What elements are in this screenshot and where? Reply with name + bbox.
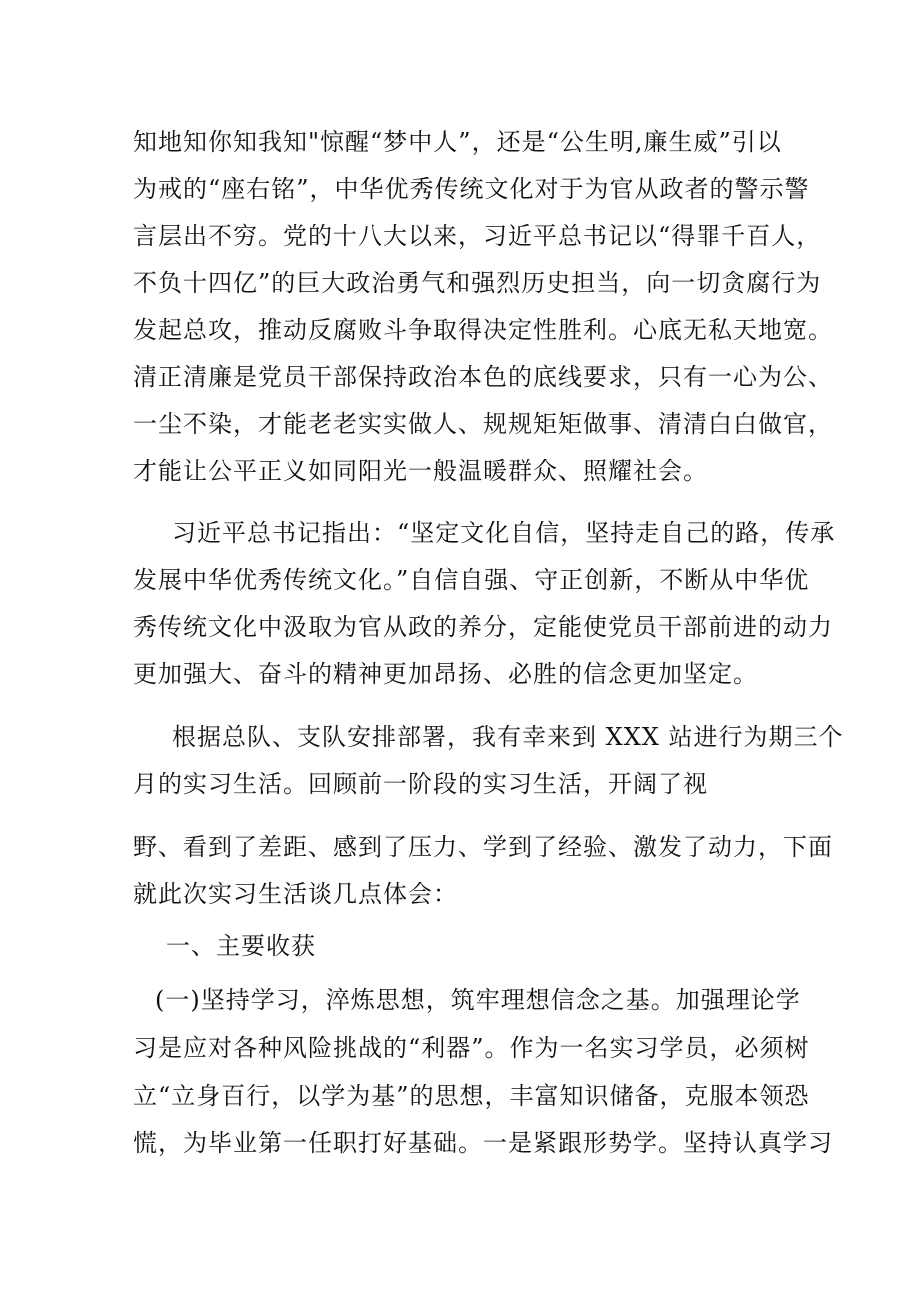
text-line: 习是应对各种风险挑战的“利器”。作为一名实习学员，必须树 [133, 1034, 810, 1062]
text-line: 习近平总书记指出：“坚定文化自信，坚持走自己的路，传承 [172, 519, 836, 547]
text-line: 月的实习生活。回顾前一阶段的实习生活，开阔了视 [133, 770, 708, 798]
text-line: 野、看到了差距、感到了压力、学到了经验、激发了动力，下面 [133, 833, 833, 861]
text-line: 知地知你知我知"惊醒“梦中人”，还是“公生明,廉生威”引以 [133, 128, 782, 156]
text-line: 才能让公平正义如同阳光一般温暖群众、照耀社会。 [133, 457, 708, 485]
text-line: 立“立身百行，以学为基”的思想，丰富知识储备，克服本领恐 [133, 1082, 810, 1110]
text-line: 一尘不染，才能老老实实做人、规规矩矩做事、清清白白做官， [133, 410, 833, 438]
text-line: (一)坚持学习，淬炼思想，筑牢理想信念之基。加强理论学 [155, 986, 801, 1014]
text-line: 清正清廉是党员干部保持政治本色的底线要求，只有一心为公、 [133, 363, 833, 391]
text-line: 根据总队、支队安排部署，我有幸来到 XXX 站进行为期三个 [172, 723, 844, 751]
text-line: 就此次实习生活谈几点体会： [133, 880, 458, 908]
section-heading: 一、主要收获 [166, 932, 316, 960]
text-line: 发起总攻，推动反腐败斗争取得决定性胜利。心底无私天地宽。 [133, 316, 833, 344]
text-line: 发展中华优秀传统文化。”自信自强、守正创新，不断从中华优 [133, 566, 810, 594]
text-line: 秀传统文化中汲取为官从政的养分，定能使党员干部前进的动力 [133, 613, 833, 641]
text-line: 言层出不穷。党的十八大以来，习近平总书记以“得罪千百人， [133, 222, 822, 250]
text-line: 不负十四亿”的巨大政治勇气和强烈历史担当，向一切贪腐行为 [133, 269, 822, 297]
text-line: 慌，为毕业第一任职打好基础。一是紧跟形势学。坚持认真学习 [133, 1129, 833, 1157]
text-line: 为戒的“座右铭”，中华优秀传统文化对于为官从政者的警示警 [133, 175, 810, 203]
text-line: 更加强大、奋斗的精神更加昂扬、必胜的信念更加坚定。 [133, 660, 758, 688]
